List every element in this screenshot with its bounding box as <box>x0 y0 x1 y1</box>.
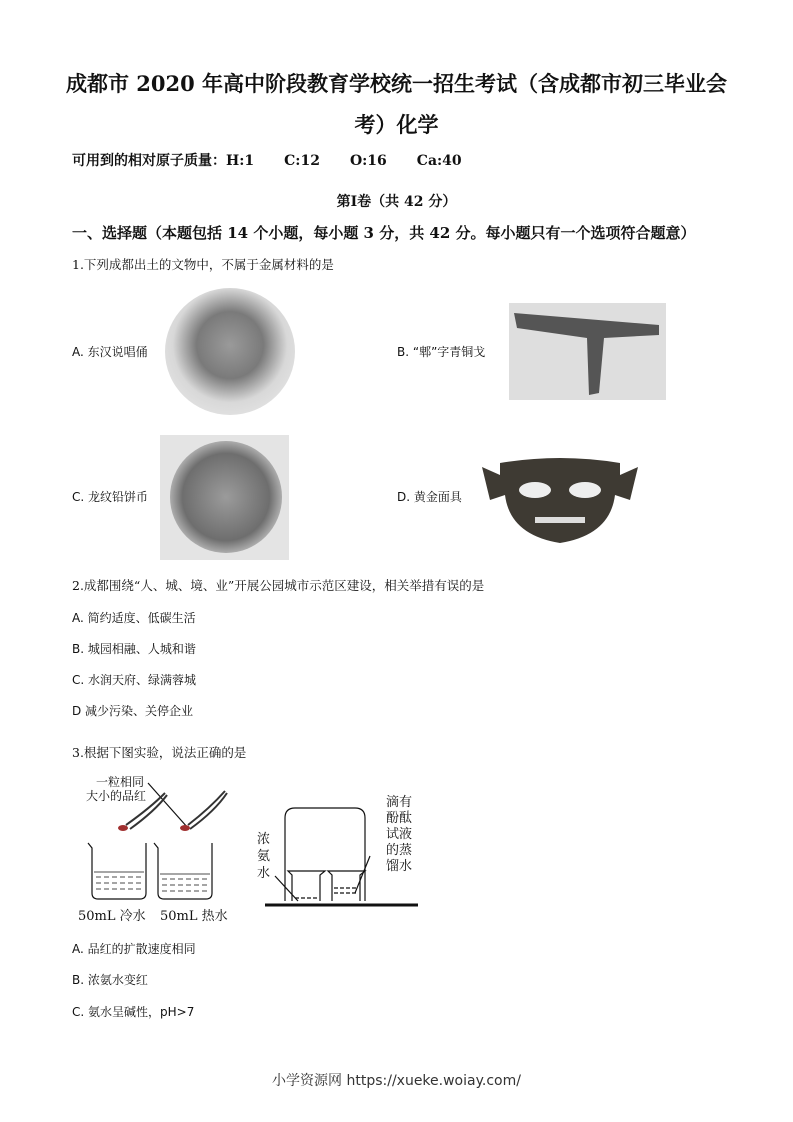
title-line-1: 成都市 2020 年高中阶段教育学校统一招生考试（含成都市初三毕业会 <box>65 71 728 96</box>
mask-shape <box>480 455 640 545</box>
pp-label-2: 酚酞 <box>386 811 413 826</box>
title-line-2: 考）化学 <box>354 112 439 137</box>
coin-disc <box>170 441 282 553</box>
pp-label-3: 试液 <box>386 827 413 842</box>
q1-option-c: C. 龙纹铅饼币 <box>72 490 149 504</box>
q2-option-d: D 减少污染、关停企业 <box>72 704 194 718</box>
q2-option-b: B. 城园相融、人城和谐 <box>72 642 196 656</box>
footer-link[interactable]: 小学资源网 https://xueke.woiay.com/ <box>272 1073 521 1089</box>
pp-label-5: 馏水 <box>386 859 413 874</box>
q1-option-a: A. 东汉说唱俑 <box>72 345 148 359</box>
atomic-mass-o: O:16 <box>349 153 387 169</box>
question-1-stem: 1.下列成都出土的文物中，不属于金属材料的是 <box>72 257 334 272</box>
storyteller-figurine-image <box>165 288 295 415</box>
q1-option-d: D. 黄金面具 <box>397 490 462 504</box>
phenolphthalein-label <box>386 795 412 875</box>
section-heading: 一、选择题（本题包括 14 个小题，每小题 3 分，共 42 分。每小题只有一个选项符合题意） <box>72 224 696 242</box>
beaker-hot-label: 50mL 热水 <box>160 909 228 924</box>
atomic-mass-h: H:1 <box>226 153 255 169</box>
q3-option-b: B. 浓氨水变红 <box>72 973 148 987</box>
question-3-stem: 3.根据下图实验，说法正确的是 <box>72 745 247 760</box>
q1-option-b: B. “郫”字青铜戈 <box>397 345 486 359</box>
atomic-mass-line <box>72 150 492 170</box>
spoon-label-line-2: 大小的品红 <box>86 789 147 803</box>
dragon-coin-image <box>160 435 289 560</box>
dagger-axe-shape <box>509 303 666 400</box>
bronze-dagger-axe-image <box>509 303 666 400</box>
ammonia-label-1: 浓 <box>257 832 271 847</box>
pp-label-1: 滴有 <box>386 795 413 810</box>
question-2-stem: 2.成都围绕“人、城、境、业”开展公园城市示范区建设，相关举措有误的是 <box>72 578 485 593</box>
q2-option-a: A. 简约适度、低碳生活 <box>72 611 196 625</box>
spoon-label-line-1: 一粒相同 <box>96 775 145 789</box>
experiment-diagram <box>70 773 420 928</box>
ammonia-label <box>257 831 270 882</box>
atomic-mass-label: 可用到的相对原子质量： <box>72 153 226 169</box>
ammonia-label-2: 氨 <box>257 849 271 864</box>
q3-option-a: A. 品红的扩散速度相同 <box>72 942 196 956</box>
atomic-mass-ca: Ca:40 <box>416 153 462 169</box>
pp-label-4: 的蒸 <box>386 843 413 858</box>
atomic-mass-c: C:12 <box>284 153 320 169</box>
q2-option-c: C. 水润天府、绿满蓉城 <box>72 673 197 687</box>
q3-option-c: C. 氨水呈碱性，pH>7 <box>72 1005 195 1019</box>
beaker-cold-label: 50mL 冷水 <box>78 909 146 924</box>
ammonia-label-3: 水 <box>257 866 271 881</box>
volume-title: 第Ⅰ卷（共 42 分） <box>336 194 457 210</box>
spoon-label <box>86 775 146 803</box>
gold-mask-image <box>480 455 640 545</box>
